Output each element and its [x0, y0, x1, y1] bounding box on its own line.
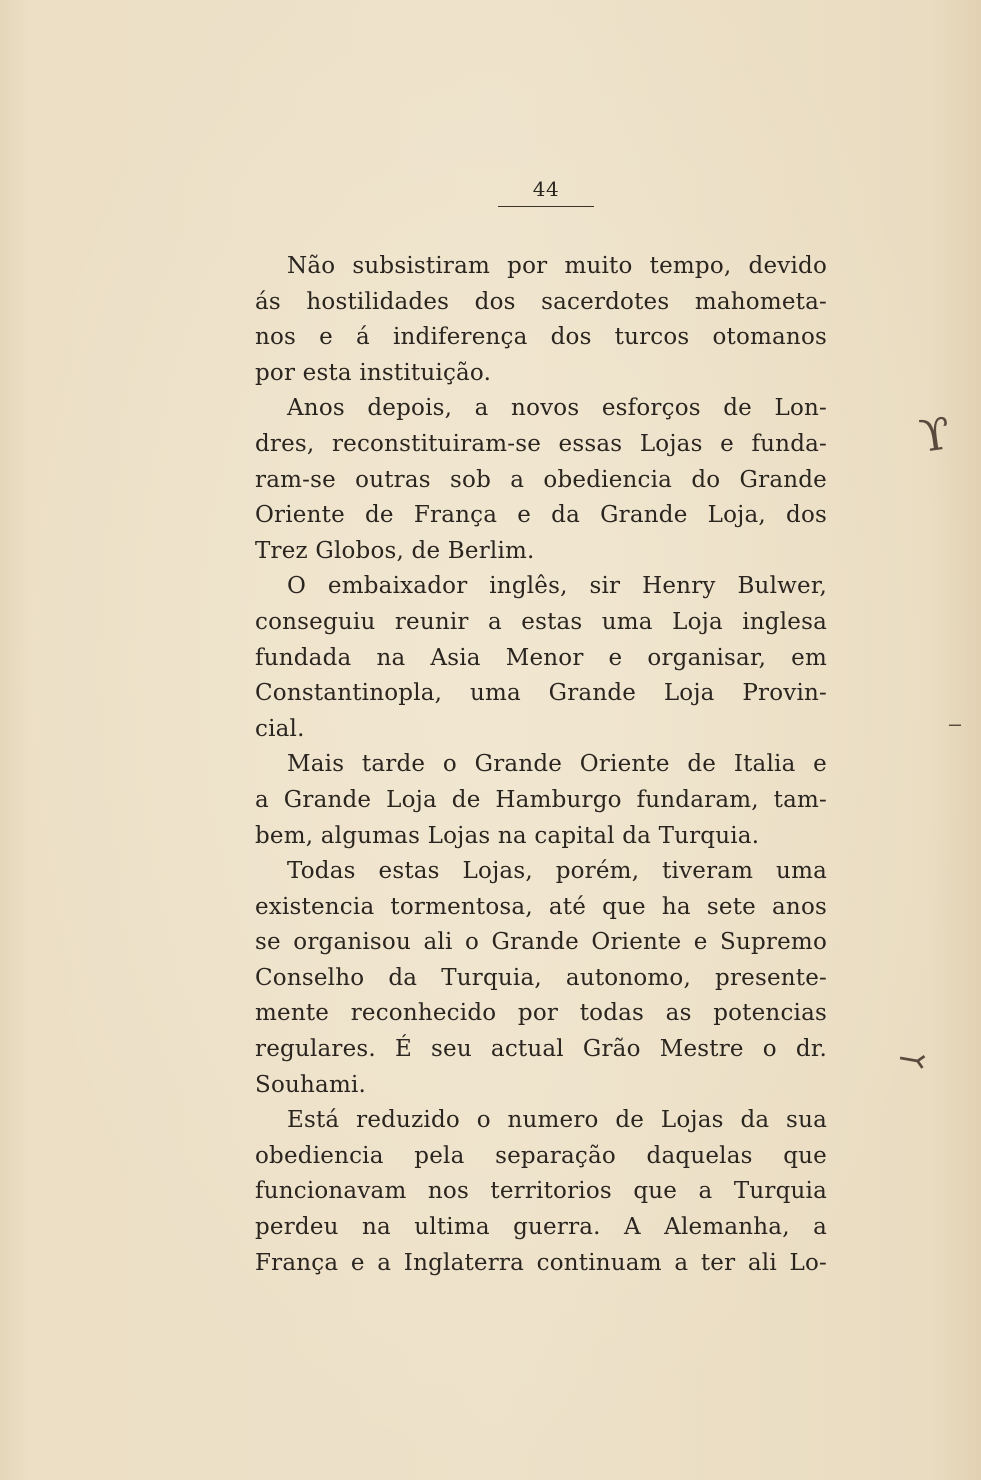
text-line: mente reconhecido por todas as potencias [255, 1000, 827, 1027]
text-line: O embaixador inglês, sir Henry Bulwer, [287, 573, 827, 600]
text-line: Constantinopla, uma Grande Loja Provin- [255, 680, 827, 707]
text-line: fundada na Asia Menor e organisar, em [255, 644, 827, 671]
page-number-rule [498, 206, 594, 207]
text-line: por esta instituição. [255, 359, 492, 386]
text-line: Oriente de França e da Grande Loja, dos [255, 502, 827, 529]
text-line: cial. [255, 715, 305, 742]
text-line: ás hostilidades dos sacerdotes mahometa- [255, 288, 827, 315]
text-line: França e a Inglaterra continuam a ter ali Lo- [255, 1249, 827, 1276]
text-line: a Grande Loja de Hamburgo fundaram, tam- [255, 786, 827, 813]
text-line: bem, algumas Lojas na capital da Turquia. [255, 822, 760, 849]
text-line: existencia tormentosa, até que ha sete anos [255, 893, 827, 920]
text-line: Não subsistiram por muito tempo, devido [287, 253, 827, 279]
text-line: Trez Globos, de Berlim. [255, 537, 535, 564]
text-line: obediencia pela separação daquelas que [255, 1142, 827, 1169]
text-line: funcionavam nos territorios que a Turquia [255, 1178, 827, 1205]
margin-mark-icon: ⤙ [894, 1037, 930, 1083]
page-number: 44 [532, 177, 560, 201]
text-line: regulares. É seu actual Grão Mestre o dr. [255, 1036, 827, 1063]
text-line: nos e á indiferença dos turcos otomanos [255, 324, 827, 351]
text-line: Anos depois, a novos esforços de Lon- [287, 395, 827, 422]
text-line: Está reduzido o numero de Lojas da sua [287, 1107, 827, 1134]
body-text [255, 249, 827, 1281]
text-line: se organisou ali o Grande Oriente e Supremo [255, 929, 827, 956]
text-line: Mais tarde o Grande Oriente de Italia e [287, 751, 827, 778]
text-line: Souhami. [255, 1071, 367, 1098]
text-line: Todas estas Lojas, porém, tiveram uma [287, 858, 827, 885]
text-line: perdeu na ultima guerra. A Alemanha, a [255, 1214, 827, 1241]
text-line: Conselho da Turquia, autonomo, presente- [255, 964, 827, 991]
margin-dash-icon: ‒ [948, 712, 962, 737]
margin-mark-icon: ϒ [916, 408, 954, 463]
text-line: dres, reconstituiram-se essas Lojas e funda- [255, 430, 827, 457]
text-line: conseguiu reunir a estas uma Loja inglesa [255, 608, 827, 635]
text-line: ram-se outras sob a obediencia do Grande [255, 466, 827, 493]
